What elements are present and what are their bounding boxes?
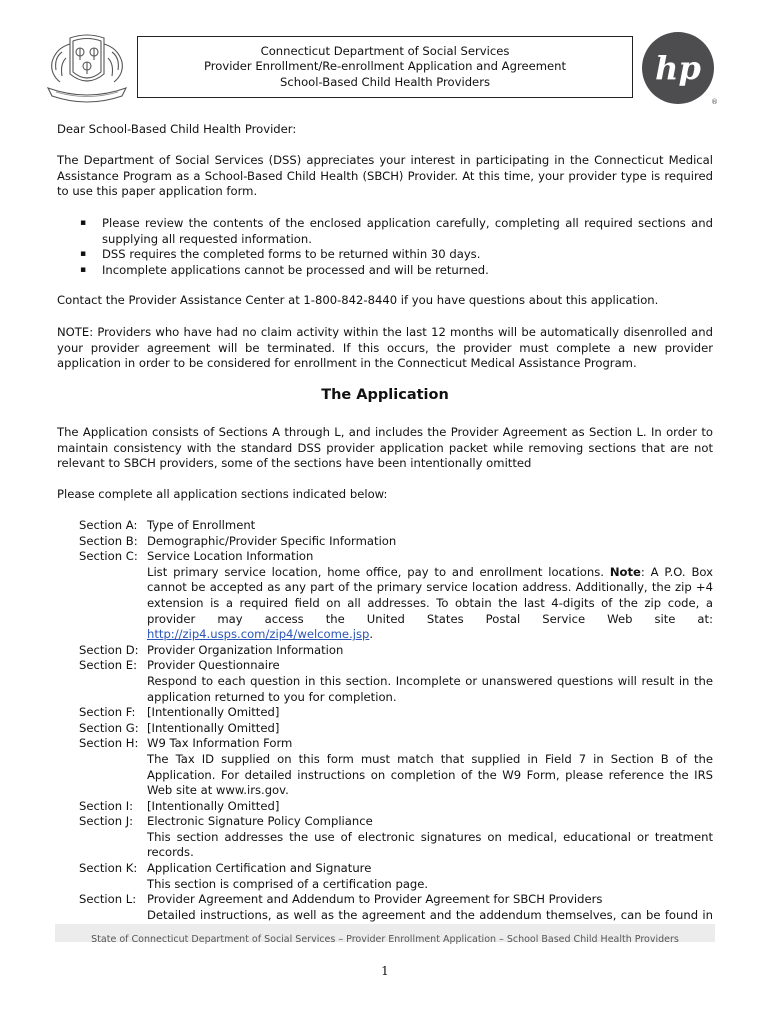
- section-note-k: This section is comprised of a certification page.: [147, 876, 429, 891]
- section-title: Type of Enrollment: [147, 518, 256, 532]
- footer-text: State of Connecticut Department of Social Services – Provider Enrollment Application – School Based Child Health Providers: [91, 934, 679, 945]
- bullet-icon: ▪: [80, 264, 87, 275]
- section-title: Demographic/Provider Specific Information: [147, 533, 397, 548]
- list-item-text: DSS requires the completed forms to be returned within 30 days.: [102, 247, 481, 261]
- section-label: Section J:: [79, 814, 134, 829]
- section-label: Section G:: [79, 720, 139, 735]
- section-title: Provider Questionnaire: [147, 658, 280, 673]
- section-row-k: [79, 861, 713, 877]
- note-label: Note: [609, 564, 641, 579]
- page-number: 1: [381, 964, 389, 978]
- list-item: [80, 216, 713, 247]
- header-line-1: Connecticut Department of Social Services: [260, 43, 510, 58]
- application-description: The Application consists of Sections A through L, and includes the Provider Agreement as Section L. In order to maintain consistency with the standard DSS provider application packet while removing sections that are not relevant to SBCH providers, some of the sections have been intentionally omitted: [57, 425, 713, 470]
- hp-logo-icon: [641, 31, 717, 107]
- header-line-2: Provider Enrollment/Re-enrollment Application and Agreement: [203, 59, 567, 74]
- section-title: Application Certification and Signature: [147, 861, 372, 876]
- section-row-a: [79, 518, 713, 534]
- header-line-3: School-Based Child Health Providers: [280, 74, 490, 89]
- section-title: Electronic Signature Policy Compliance: [147, 814, 373, 829]
- list-item-text: Incomplete applications cannot be processed and will be returned.: [102, 262, 489, 277]
- section-label: Section B:: [79, 533, 138, 548]
- footer-bar: [55, 924, 715, 945]
- sections-list: [79, 518, 713, 939]
- section-label: Section D:: [79, 642, 139, 657]
- section-note-j: This section addresses the use of electronic signatures on medical, educational or treatment records.: [147, 829, 713, 860]
- list-item: [80, 263, 713, 279]
- section-label: Section F:: [79, 705, 136, 720]
- section-title: Provider Organization Information: [147, 642, 344, 657]
- section-row-b: [79, 534, 713, 550]
- section-title: Service Location Information: [147, 549, 314, 564]
- salutation: Dear School-Based Child Health Provider:: [57, 122, 297, 136]
- section-title: Provider Agreement and Addendum to Provider Agreement for SBCH Providers: [147, 892, 603, 907]
- section-label: Section C:: [79, 549, 138, 564]
- list-item-text: Please review the contents of the enclosed application carefully, completing all required sections and supplying all requested information.: [102, 216, 713, 246]
- registered-mark: ®: [711, 98, 718, 106]
- section-title: [Intentionally Omitted]: [147, 705, 280, 720]
- application-heading: The Application: [321, 387, 449, 403]
- section-note-text: List primary service location, home office, pay to and enrollment locations.: [147, 564, 610, 579]
- section-note-l: Detailed instructions, as well as the agreement and the addendum themselves, can be found in: [147, 907, 713, 922]
- section-label: Section A:: [79, 518, 138, 532]
- intro-paragraph: The Department of Social Services (DSS) appreciates your interest in participating in the Connecticut Medical Assistance Program as a School-Based Child Health (SBCH) Provider. At this time, your provider type is required to use this paper application form.: [57, 153, 713, 198]
- instruction-line: Please complete all application sections indicated below:: [57, 487, 388, 501]
- section-label: Section L:: [79, 892, 137, 907]
- document-header-box: [137, 36, 633, 98]
- section-label: Section H:: [79, 736, 139, 751]
- section-row-i: [79, 799, 713, 815]
- instructions-list: [80, 216, 713, 278]
- section-row-l: [79, 892, 713, 908]
- note-paragraph: NOTE: Providers who have had no claim activity within the last 12 months will be automatically disenrolled and your provider agreement will be terminated. If this occurs, the provider must complete a new provider application in order to be considered for enrollment in the Connecticut Medical Assistance Program.: [57, 325, 713, 370]
- contact-paragraph: Contact the Provider Assistance Center at 1-800-842-8440 if you have questions about this application.: [57, 293, 659, 307]
- section-row-h: [79, 736, 713, 752]
- state-seal-icon: [42, 30, 132, 104]
- section-note-text: : A P.O. Box cannot be accepted as any part of the primary service location address. Additionally, the zip +4 extension is a required field on all addresses. To obtain the last 4-digits of the zip code, a provider may access the United States Postal Service Web site at:: [147, 564, 714, 626]
- section-label: Section K:: [79, 861, 138, 876]
- section-row-c: [79, 549, 713, 565]
- section-note-h: The Tax ID supplied on this form must match that supplied in Field 7 in Section B of the Application. For detailed instructions on completion of the W9 Form, please reference the IRS Web site at www.irs.gov.: [147, 751, 713, 798]
- section-note-c: [79, 565, 713, 643]
- section-title: W9 Tax Information Form: [147, 736, 293, 751]
- section-note-end: .: [369, 627, 374, 642]
- section-row-g: [79, 721, 713, 737]
- bullet-icon: ▪: [80, 249, 87, 259]
- section-label: Section E:: [79, 658, 137, 673]
- bullet-icon: ▪: [80, 218, 87, 228]
- section-note-e: Respond to each question in this section. Incomplete or unanswered questions will result in the application returned to you for completion.: [147, 673, 713, 704]
- section-title: [Intentionally Omitted]: [147, 798, 280, 813]
- section-label: Section I:: [79, 798, 134, 813]
- usps-link[interactable]: http://zip4.usps.com/zip4/welcome.jsp: [147, 627, 370, 642]
- section-title: [Intentionally Omitted]: [147, 720, 280, 735]
- section-row-e: [79, 658, 713, 674]
- section-row-d: [79, 643, 713, 659]
- hp-logo-text: hp: [655, 49, 701, 87]
- section-row-j: [79, 814, 713, 830]
- section-row-f: [79, 705, 713, 721]
- list-item: [80, 247, 713, 263]
